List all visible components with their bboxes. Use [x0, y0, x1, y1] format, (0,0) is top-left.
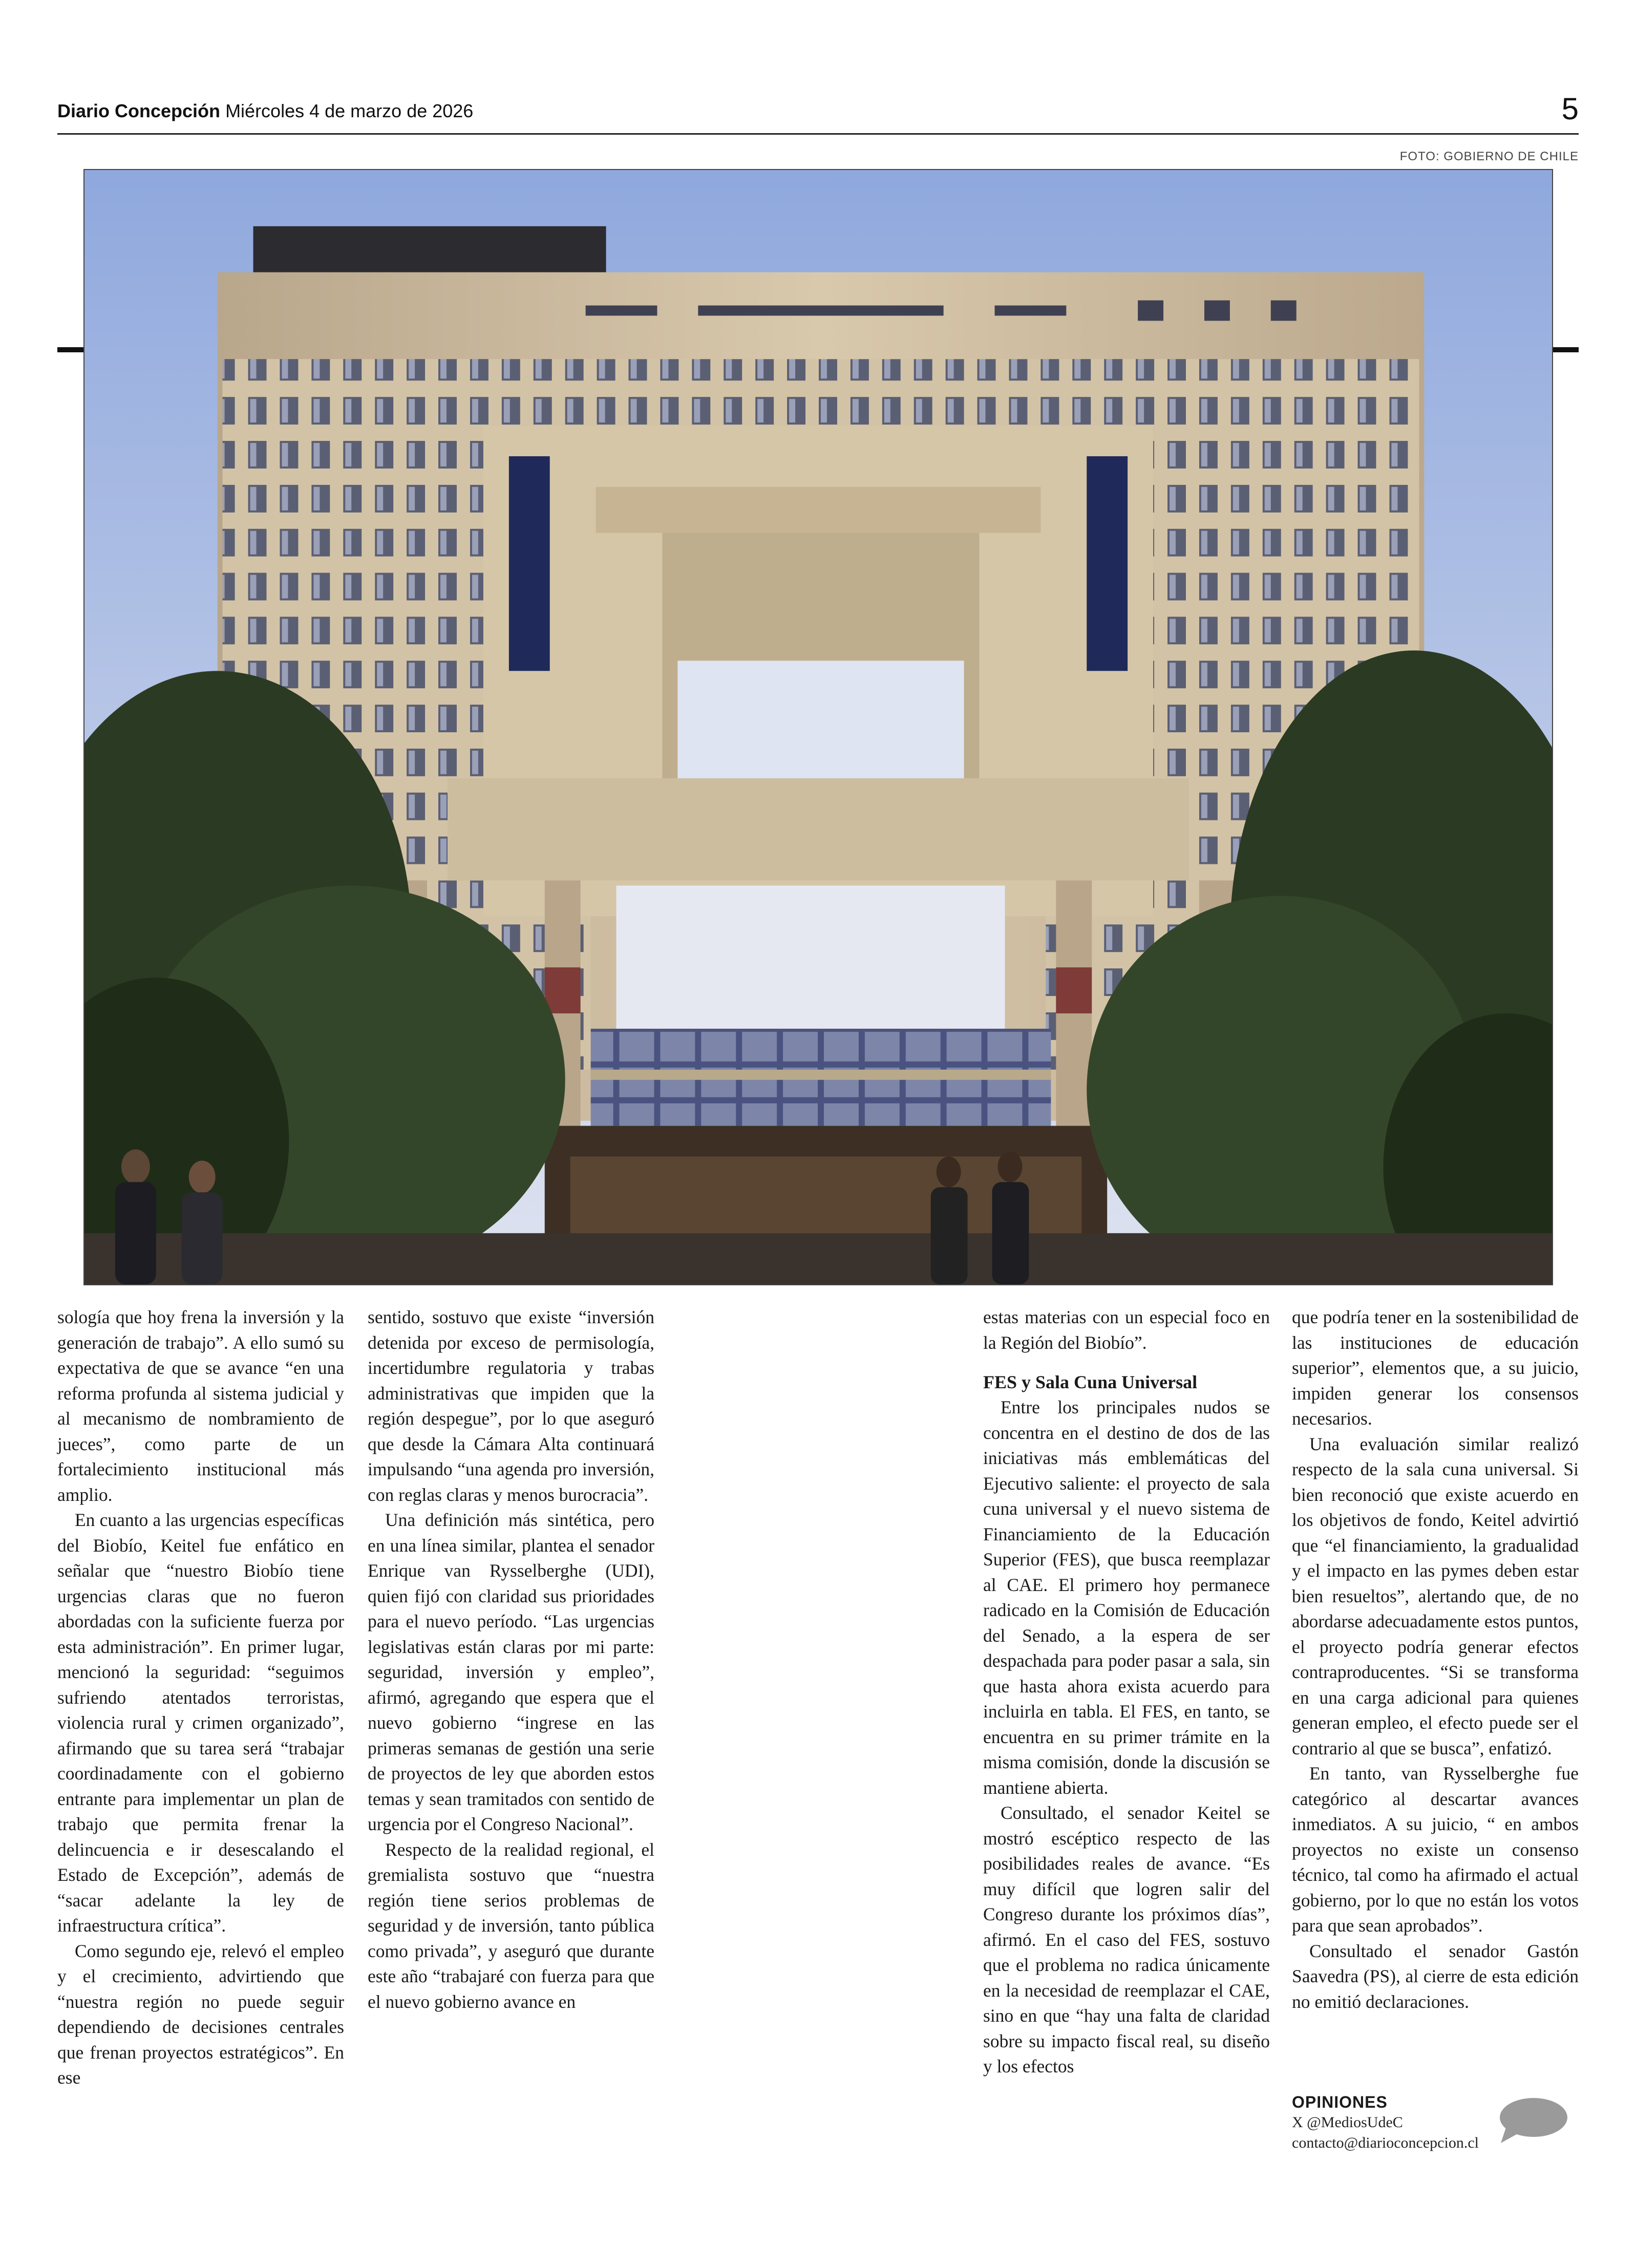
header-rule [57, 133, 1579, 135]
right-margin-mark [1550, 347, 1579, 352]
paragraph: Una evaluación similar realizó respecto de la sala cuna universal. Si bien reconoció que existe acuerdo en los objetivos de fondo, Keitel advirtió que “el financiamiento, la gradualidad y el impacto en las pymes deben estar bien resueltos”, alertando que, de no abordarse adecuadamente estos puntos, el proyecto podría generar efectos contraproducentes. “Si se transforma en una carga adicional para quienes generan empleo, el efecto puede ser el contrario al que se busca”, enfatizó. [1292, 1433, 1579, 1758]
page-number: 5 [1561, 92, 1579, 126]
lower-opening [617, 885, 1005, 1028]
opiniones-box [1292, 2092, 1579, 2153]
paragraph: Consultado el senador Gastón Saavedra (PS), al cierre de esta edición no emitió declaraciones. [1292, 1940, 1579, 2012]
article-column-2 [368, 1305, 654, 2015]
upper-opening [677, 661, 964, 789]
paragraph: que podría tener en la sostenibilidad de las instituciones de educación superior”, elementos que, a su juicio, impiden generar los consensos necesarios. [1292, 1307, 1579, 1429]
article-column-3 [983, 1305, 1270, 2080]
paragraph: Una definición más sintética, pero en una línea similar, plantea el senador Enrique van Rysselberghe (UDI), quien fijó con claridad sus prioridades para el nuevo período. “Las urgencias legislativas están claras por mi parte: seguridad, inversión y empleo”, afirmó, agregando que espera que el nuevo gobierno “ingrese en las primeras semanas de gestión una serie de proyectos de ley que aborden estos temas y sean tramitados con sentido de urgencia por el Congreso Nacional”. [368, 1510, 654, 1834]
article-column-1 [57, 1305, 344, 2091]
contact-email[interactable]: contacto@diarioconcepcion.cl [1292, 2134, 1479, 2151]
paragraph: En cuanto a las urgencias específicas del Biobío, Keitel fue enfático en señalar que “nuestro Biobío tiene urgencias claras que no fueron abordadas con la suficiente fuerza por esta administración”. En primer lugar, mencionó la seguridad: “seguimos sufriendo atentados terroristas, violencia rural y crimen organizado”, afirmando que su tarea será “trabajar coordinadamente con el gobierno entrante para implementar un plan de trabajo que permita frenar la delincuencia e ir desescalando el Estado de Excepción”, además de “sacar adelante la ley de infraestructura crítica”. [57, 1510, 344, 1936]
opiniones-title: OPINIONES [1292, 2093, 1388, 2111]
congress-building-illustration [84, 170, 1552, 1284]
social-handle[interactable]: X @MediosUdeC [1292, 2114, 1403, 2131]
issue-date: Miércoles 4 de marzo de 2026 [225, 100, 474, 121]
article-column-4 [1292, 1305, 1579, 2015]
paragraph: estas materias con un especial foco en la Región del Biobío”. [983, 1307, 1270, 1353]
congress-building-photo [83, 169, 1553, 1285]
paper-name: Diario Concepción [57, 100, 221, 121]
speech-bubble-icon [1497, 2097, 1568, 2144]
paragraph: Consultado, el senador Keitel se mostró escéptico respecto de las posibilidades reales de avance. “Es muy difícil que logren salir del Congreso durante los próximos días”, afirmó. En el caso del FES, sostuvo que el problema no radica únicamente en la necesidad de reemplazar el CAE, sino en que “hay una falta de claridad sobre su impacto fiscal real, su diseño y los efectos [983, 1803, 1270, 2076]
paragraph: Respecto de la realidad regional, el gremialista sostuvo que “nuestra región tiene serios problemas de seguridad y de inversión, tanto pública como privada”, y aseguró que durante este año “trabajaré con fuerza para que el nuevo gobierno avance en [368, 1839, 654, 2012]
masthead [57, 100, 473, 122]
paragraph: Como segundo eje, relevó el empleo y el crecimiento, advirtiendo que “nuestra región no puede seguir dependiendo de decisiones centrales que frenan proyectos estratégicos”. En ese [57, 1940, 344, 2088]
section-subheading: FES y Sala Cuna Universal [983, 1372, 1198, 1392]
paragraph: sentido, sostuvo que existe “inversión detenida por exceso de permisología, incertidumbre regulatoria y trabas administrativas que impiden que la región despegue”, por lo que aseguró que desde la Cámara Alta continuará impulsando “una agenda pro inversión, con reglas claras y menos burocracia”. [368, 1307, 654, 1505]
paragraph: En tanto, van Rysselberghe fue categórico al descartar avances inmediatos. A su juicio, “ en ambos proyectos no existe un consenso técnico, tal como ha afirmado el actual gobierno, por lo que no están los votos para que sean aprobados”. [1292, 1763, 1579, 1936]
photo-credit: FOTO: GOBIERNO DE CHILE [1399, 150, 1579, 163]
paragraph: Entre los principales nudos se concentra en el destino de dos de las iniciativas más emblemáticas del Ejecutivo saliente: el proyecto de sala cuna universal y el nuevo sistema de Financiamiento de la Educación Superior (FES), que busca reemplazar al CAE. El primero hoy permanece radicado en la Comisión de Educación del Senado, a la espera de ser despachada para poder pasar a sala, sin que hasta ahora exista acuerdo para incluirla en tabla. El FES, en tanto, se encuentra en su primer trámite en la misma comisión, donde la discusión se mantiene abierta. [983, 1397, 1270, 1798]
paragraph: sología que hoy frena la inversión y la generación de trabajo”. A ello sumó su expectativa de que se avance “en una reforma profunda al sistema judicial y al mecanismo de nombramiento de jueces”, como parte de un fortalecimiento institucional más amplio. [57, 1307, 344, 1505]
left-margin-mark [57, 347, 86, 352]
